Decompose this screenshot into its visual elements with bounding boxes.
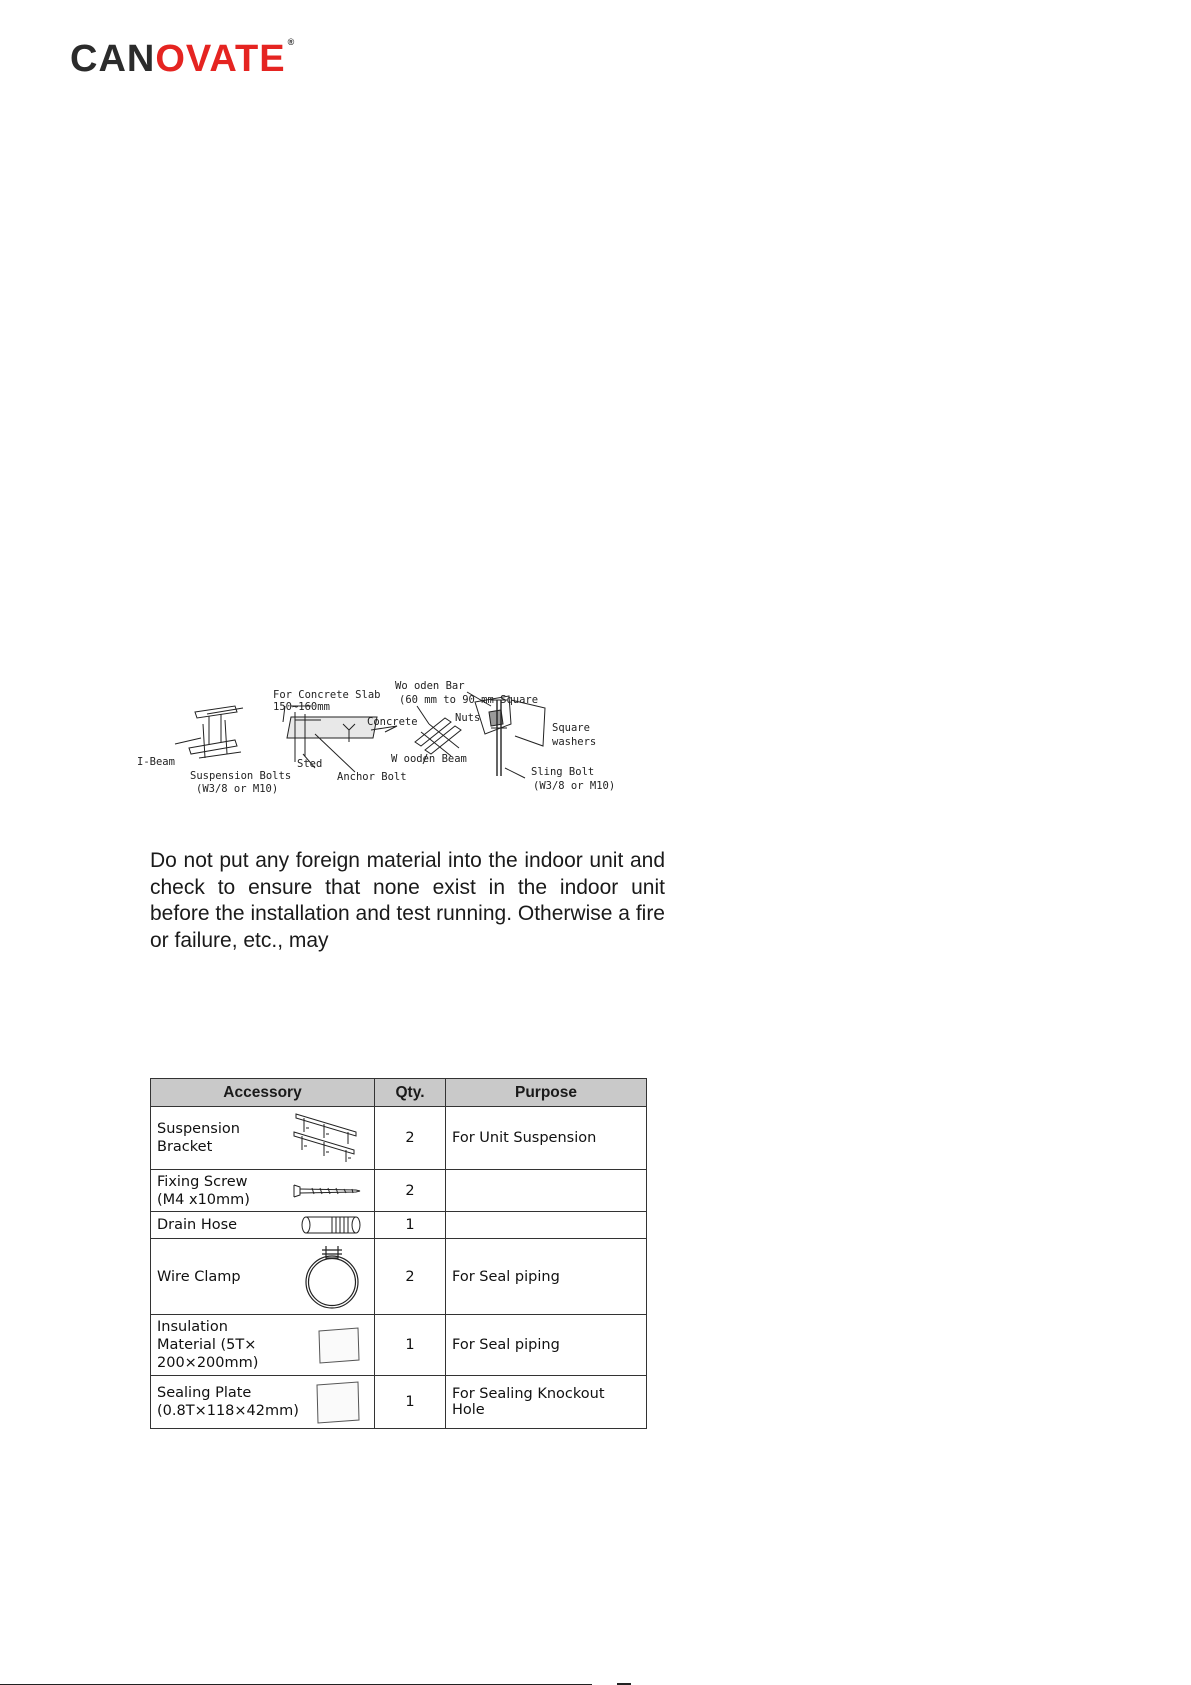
accessory-cell xyxy=(151,1212,375,1239)
sealing-plate-icon xyxy=(314,1379,362,1425)
label-concrete: Concrete xyxy=(367,716,418,728)
purpose-line: Hole xyxy=(452,1402,485,1418)
qty-cell: 1 xyxy=(375,1212,446,1239)
accessory-cell xyxy=(151,1170,375,1212)
label-anchor-bolt: Anchor Bolt xyxy=(337,771,407,783)
table-row xyxy=(151,1107,647,1170)
accessory-cell xyxy=(151,1239,375,1315)
table-row xyxy=(151,1376,647,1429)
registered-mark: ® xyxy=(287,37,296,47)
insulation-sheet-icon xyxy=(316,1325,362,1365)
table-header-row xyxy=(151,1079,647,1107)
qty-cell: 1 xyxy=(375,1315,446,1376)
header-purpose: Purpose xyxy=(446,1079,647,1107)
purpose-cell xyxy=(446,1315,647,1376)
qty-cell: 2 xyxy=(375,1170,446,1212)
logo-text-ovate: OVATE xyxy=(155,38,286,80)
purpose-line: For Seal piping xyxy=(452,1268,560,1285)
table-row xyxy=(151,1212,647,1239)
accessory-table xyxy=(150,1078,647,1429)
accessory-name-line: Insulation xyxy=(157,1319,228,1335)
accessory-name-line: Fixing Screw xyxy=(157,1173,248,1190)
table-row xyxy=(151,1239,647,1315)
qty-cell: 1 xyxy=(375,1376,446,1429)
purpose-cell xyxy=(446,1239,647,1315)
suspension-installation-figure xyxy=(137,672,635,807)
purpose-cell xyxy=(446,1376,647,1429)
i-beam-drawing xyxy=(175,706,243,758)
purpose-cell xyxy=(446,1170,647,1212)
label-sling-bolt-size: (W3/8 or M10) xyxy=(533,780,616,792)
qty-cell: 2 xyxy=(375,1239,446,1315)
purpose-line: For Unit Suspension xyxy=(452,1130,597,1146)
logo-text-can: CAN xyxy=(70,38,156,80)
installation-diagram xyxy=(137,672,635,807)
accessory-name-line: 200×200mm) xyxy=(157,1355,259,1371)
header-accessory: Accessory xyxy=(151,1079,375,1107)
accessory-name-line: Suspension xyxy=(157,1121,240,1137)
purpose-cell xyxy=(446,1107,647,1170)
label-nuts: Nuts xyxy=(455,712,481,724)
accessory-cell xyxy=(151,1315,375,1376)
label-wooden-beam: W ooden Beam xyxy=(391,753,467,765)
label-square-washers-1: Square xyxy=(552,722,590,734)
brand-logo xyxy=(70,37,296,80)
drain-hose-icon xyxy=(300,1215,362,1235)
screw-icon xyxy=(290,1181,362,1201)
accessory-name-line: Drain Hose xyxy=(157,1217,238,1233)
purpose-line: For Seal piping xyxy=(452,1337,560,1353)
accessory-name-line: (M4 x10mm) xyxy=(157,1191,250,1208)
purpose-cell xyxy=(446,1212,647,1239)
accessory-name-line: (0.8T×118×42mm) xyxy=(157,1403,299,1419)
label-wooden-bar: Wo oden Bar xyxy=(395,680,465,692)
label-square-washers-2: washers xyxy=(552,736,597,748)
label-i-beam: I-Beam xyxy=(137,756,175,768)
label-sling-bolt: Sling Bolt xyxy=(531,766,595,778)
wire-clamp-icon xyxy=(302,1242,362,1312)
qty-cell: 2 xyxy=(375,1107,446,1170)
accessory-cell xyxy=(151,1107,375,1170)
accessory-name-line: Bracket xyxy=(157,1139,213,1155)
purpose-line: For Sealing Knockout xyxy=(452,1386,605,1402)
suspension-bracket-icon xyxy=(290,1110,362,1166)
table-row xyxy=(151,1170,647,1212)
header-qty: Qty. xyxy=(375,1079,446,1107)
label-concrete-slab: For Concrete Slab xyxy=(273,689,381,701)
table-row xyxy=(151,1315,647,1376)
accessory-name-line: Material (5T× xyxy=(157,1337,257,1353)
accessory-name-line: Wire Clamp xyxy=(157,1268,241,1285)
label-slab-thickness: 150~160mm xyxy=(273,701,330,713)
foreign-material-warning: Do not put any foreign material into the indoor unit and check to ensure that none exist in the indoor unit before the installation and test running. Otherwise a fire or failure, etc., may xyxy=(150,849,665,952)
accessory-cell xyxy=(151,1376,375,1429)
label-suspension-bolts-size: (W3/8 or M10) xyxy=(196,783,279,795)
label-sted: Sted xyxy=(297,758,323,770)
label-suspension-bolts: Suspension Bolts xyxy=(190,770,292,782)
accessory-name-line: Sealing Plate xyxy=(157,1385,252,1401)
label-wooden-bar-size: (60 mm to 90 mm Square xyxy=(399,694,539,706)
